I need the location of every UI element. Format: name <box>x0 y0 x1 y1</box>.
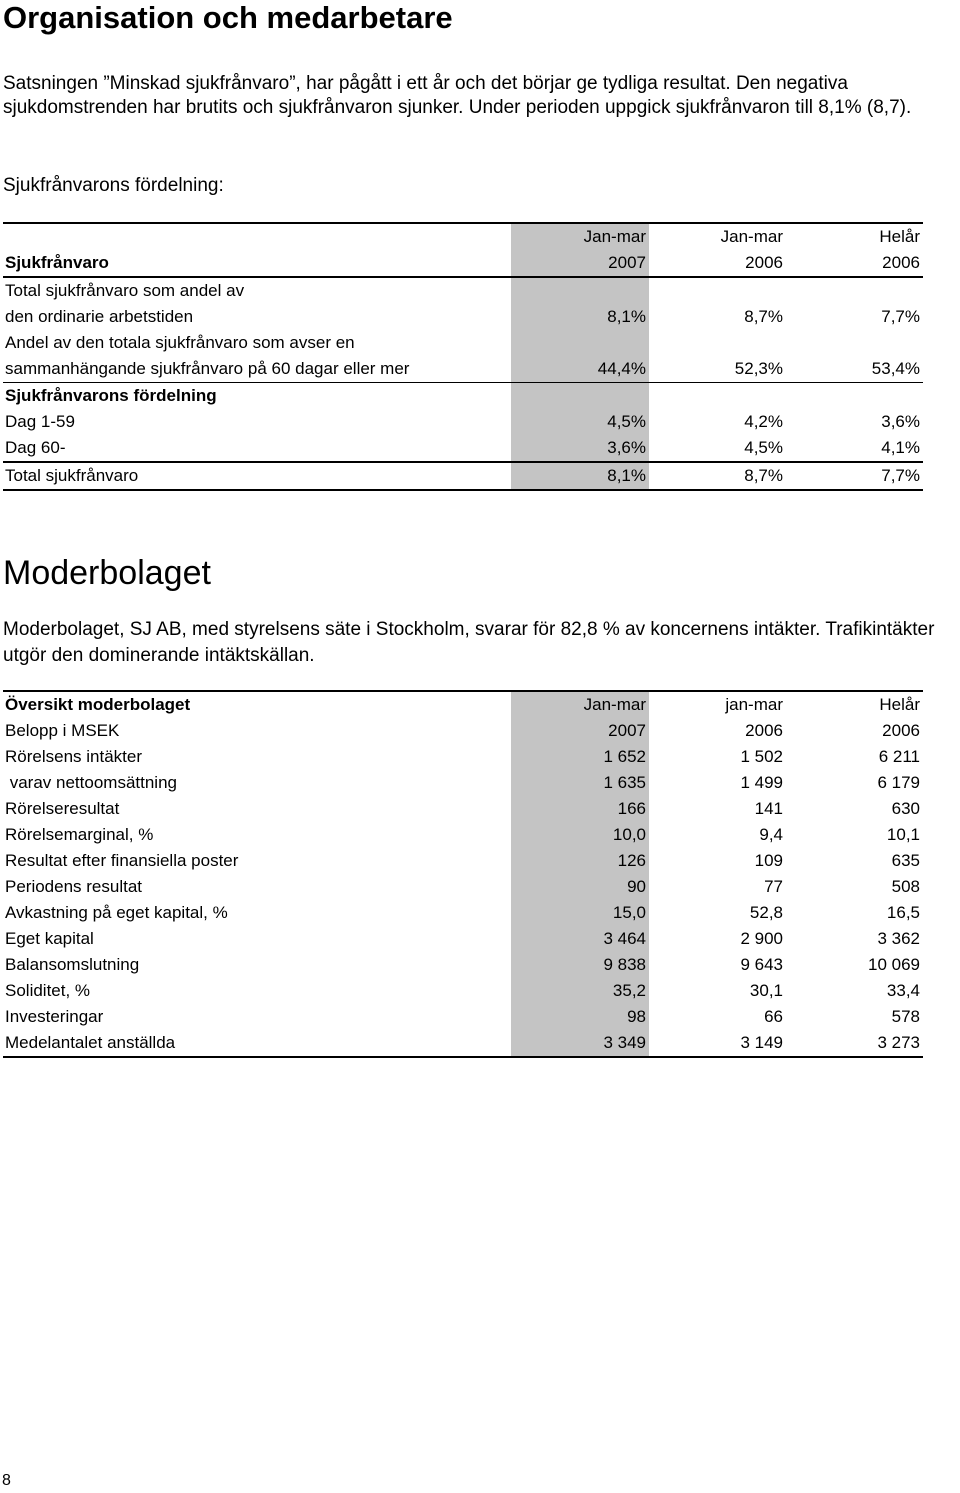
intro-paragraph: Satsningen ”Minskad sjukfrånvaro”, har pågått i ett år och det börjar ge tydliga resultat. Den negativa sjukdomstrenden har brutits och sjukfrånvaron sjunker. Under perioden uppgick sjukfrånvaron till 8,1% (8,7). <box>3 73 912 118</box>
table-cell <box>511 383 649 410</box>
section-heading: Moderbolaget <box>3 554 211 592</box>
table-cell: Rörelsens intäkter <box>5 747 143 766</box>
table-cell: 8,1% <box>511 462 649 490</box>
table-cell: Rörelsemarginal, % <box>5 825 154 844</box>
table-cell: 3 273 <box>877 1033 920 1052</box>
table-cell: Eget kapital <box>5 929 94 948</box>
table-cell: 6 211 <box>878 747 920 766</box>
table-cell: Periodens resultat <box>5 877 143 896</box>
table-cell: 35,2 <box>511 978 649 1004</box>
table-cell: 7,7% <box>881 466 920 485</box>
table-cell: Andel av den totala sjukfrånvaro som avser en <box>5 333 355 352</box>
table-cell: 2007 <box>511 250 649 277</box>
table-cell <box>511 330 649 356</box>
table-row <box>3 770 923 796</box>
table-cell: 2007 <box>511 718 649 744</box>
parent-company-paragraph: Moderbolaget, SJ AB, med styrelsens säte i Stockholm, svarar för 82,8 % av koncernens intäkter. Trafikintäkter utgör den dominerande intäktskällan. <box>3 619 935 666</box>
table-cell: 141 <box>754 799 783 818</box>
table-cell: 508 <box>891 877 920 896</box>
table-cell: 1 652 <box>511 744 649 770</box>
table-cell: 109 <box>754 851 783 870</box>
table-row <box>3 304 923 330</box>
table-cell: 4,5% <box>511 409 649 435</box>
table-cell: 77 <box>764 877 783 896</box>
table-cell: 4,2% <box>744 412 783 431</box>
page-number: 8 <box>2 1472 11 1489</box>
table-cell: Soliditet, % <box>5 981 91 1000</box>
table-cell: 2006 <box>786 250 923 277</box>
table-cell: 90 <box>511 874 649 900</box>
table-cell: 53,4% <box>786 356 923 383</box>
table-cell <box>786 330 923 356</box>
table-cell: 3 349 <box>511 1030 649 1057</box>
table-cell: 9 838 <box>511 952 649 978</box>
table-cell: Helår <box>879 695 920 714</box>
table-cell: Jan-mar <box>511 223 649 250</box>
table-cell: 3 149 <box>740 1033 783 1052</box>
table-cell: Sjukfrånvarons fördelning <box>5 386 217 405</box>
table-cell <box>786 277 923 304</box>
parent-company-table <box>3 690 923 1058</box>
table-cell: 9,4 <box>759 825 783 844</box>
table-row <box>3 874 923 900</box>
table-cell: varav nettoomsättning <box>5 773 177 792</box>
page-heading: Organisation och medarbetare <box>3 0 453 35</box>
table-row <box>3 978 923 1004</box>
table-cell: Resultat efter finansiella poster <box>5 851 239 870</box>
table-cell: 66 <box>764 1007 783 1026</box>
table-row <box>3 435 923 462</box>
table-cell <box>649 383 786 410</box>
table-header-row <box>3 691 923 718</box>
table-cell: Helår <box>879 227 920 246</box>
table-row <box>3 900 923 926</box>
table-cell: 10,0 <box>511 822 649 848</box>
table-cell: 8,7% <box>744 307 783 326</box>
table-row <box>3 952 923 978</box>
table-row <box>3 1030 923 1057</box>
table-row <box>3 848 923 874</box>
table-cell: 2006 <box>649 250 786 277</box>
table-row <box>3 277 923 304</box>
table-cell: Dag 60- <box>3 435 511 462</box>
table-cell: 4,1% <box>786 435 923 462</box>
table-cell: Total sjukfrånvaro <box>5 466 139 485</box>
table-cell: 630 <box>891 799 920 818</box>
table-cell: 2006 <box>882 721 920 740</box>
table-cell: Total sjukfrånvaro som andel av <box>5 281 245 300</box>
table-cell: Sjukfrånvaro <box>3 250 511 277</box>
sick-leave-subheading: Sjukfrånvarons fördelning: <box>3 175 224 196</box>
table-cell: 52,3% <box>649 356 786 383</box>
table-cell: 98 <box>511 1004 649 1030</box>
table-cell: 3,6% <box>511 435 649 462</box>
table-cell: 9 643 <box>740 955 783 974</box>
table-cell: Medelantalet anställda <box>5 1033 176 1052</box>
table-cell: Jan-mar <box>720 227 783 246</box>
table-cell: Balansomslutning <box>5 955 140 974</box>
table-cell: 1 502 <box>740 747 783 766</box>
table-cell: 10 069 <box>868 955 920 974</box>
table-cell: Dag 1-59 <box>5 412 75 431</box>
table-cell: 15,0 <box>511 900 649 926</box>
table-cell: 3 362 <box>877 929 920 948</box>
table-cell: 635 <box>891 851 920 870</box>
table-cell: jan-mar <box>725 695 783 714</box>
table-cell: 16,5 <box>886 903 920 922</box>
table-cell: 33,4 <box>886 981 920 1000</box>
table-cell: 6 179 <box>877 773 920 792</box>
table-cell: 166 <box>511 796 649 822</box>
table-cell: 30,1 <box>749 981 783 1000</box>
table-cell <box>511 277 649 304</box>
table-cell <box>786 383 923 410</box>
table-row <box>3 330 923 356</box>
table-row <box>3 796 923 822</box>
table-row <box>3 926 923 952</box>
table-section-row <box>3 383 923 410</box>
table-cell: den ordinarie arbetstiden <box>5 307 194 326</box>
table-cell: Avkastning på eget kapital, % <box>5 903 228 922</box>
table-cell: 2006 <box>745 721 783 740</box>
table-cell: sammanhängande sjukfrånvaro på 60 dagar eller mer <box>3 356 511 383</box>
table-row <box>3 356 923 383</box>
table-row <box>3 744 923 770</box>
table-cell <box>3 223 511 250</box>
table-cell: Jan-mar <box>511 691 649 718</box>
table-cell: Belopp i MSEK <box>5 721 120 740</box>
table-row <box>3 822 923 848</box>
table-row <box>3 1004 923 1030</box>
table-cell <box>649 277 786 304</box>
table-cell <box>649 330 786 356</box>
table-header-row <box>3 223 923 250</box>
table-cell: 7,7% <box>881 307 920 326</box>
table-cell: 10,1 <box>886 825 920 844</box>
table-row <box>3 409 923 435</box>
table-cell: 3,6% <box>881 412 920 431</box>
table-cell: 52,8 <box>749 903 783 922</box>
table-cell: 1 635 <box>511 770 649 796</box>
table-cell: 8,7% <box>744 466 783 485</box>
sick-leave-table <box>3 222 923 491</box>
table-cell: Investeringar <box>5 1007 104 1026</box>
table-cell: 126 <box>511 848 649 874</box>
table-cell: Översikt moderbolaget <box>5 695 191 714</box>
table-header-row <box>3 718 923 744</box>
table-cell: 8,1% <box>511 304 649 330</box>
table-cell: 578 <box>891 1007 920 1026</box>
table-cell: 44,4% <box>511 356 649 383</box>
table-cell: Rörelseresultat <box>5 799 120 818</box>
table-cell: 4,5% <box>649 435 786 462</box>
table-cell: 2 900 <box>740 929 783 948</box>
table-total-row <box>3 462 923 490</box>
table-cell: 3 464 <box>511 926 649 952</box>
table-header-row <box>3 250 923 277</box>
table-cell: 1 499 <box>740 773 783 792</box>
